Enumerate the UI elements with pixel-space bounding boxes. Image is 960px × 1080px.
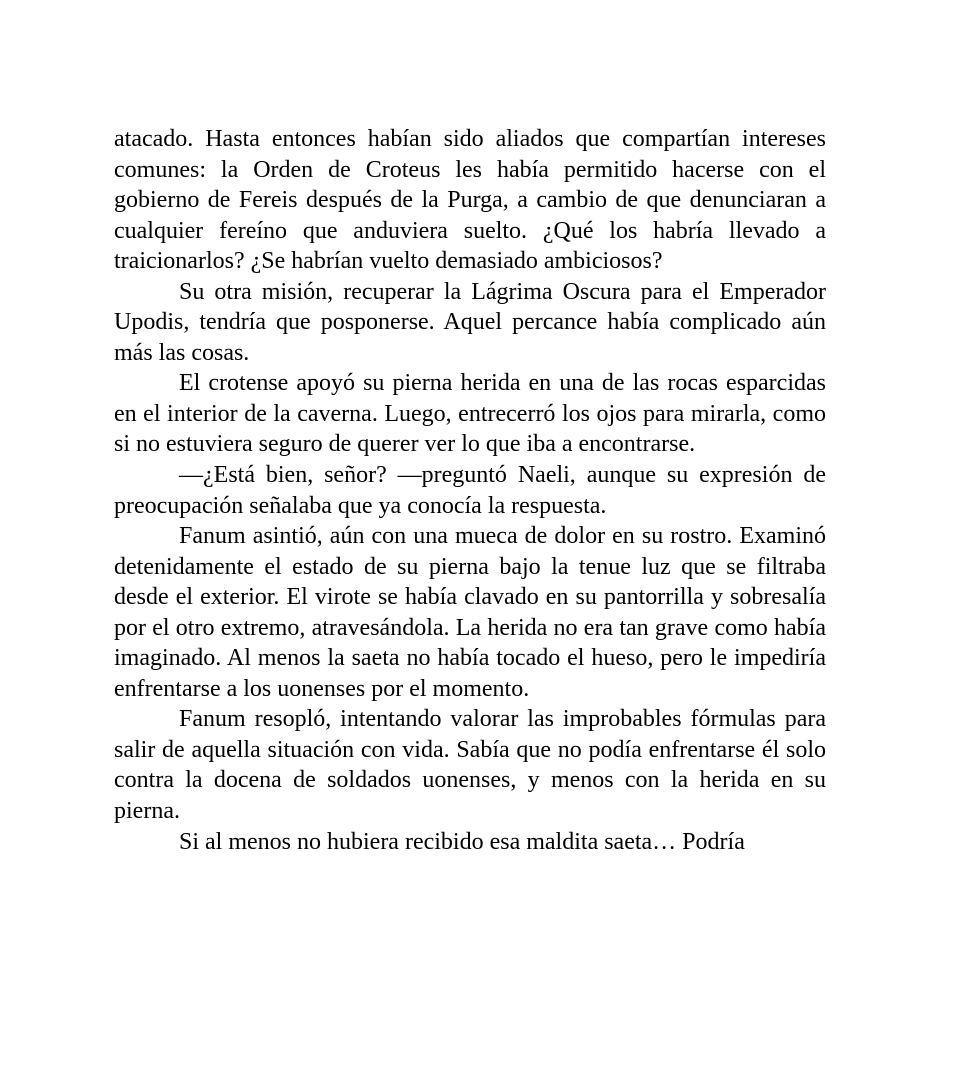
paragraph: —¿Está bien, señor? —preguntó Naeli, aunque su expresión de preocupación señalaba que ya conocía la respuesta. [114, 462, 826, 519]
paragraph: Su otra misión, recuperar la Lágrima Oscura para el Emperador Upodis, tendría que posponerse. Aquel percance había complicado aún más las cosas. [114, 278, 826, 366]
text-column [114, 124, 826, 857]
paragraph: atacado. Hasta entonces habían sido aliados que compartían intereses comunes: la Orden de Croteus les había permitido hacerse con el gobierno de Fereis después de la Purga, a cambio de que denunciaran a cualquier fereíno que anduviera suelto. ¿Qué los habría llevado a traicionarlos? ¿Se habrían vuelto demasiado ambiciosos? [114, 126, 826, 275]
paragraph: El crotense apoyó su pierna herida en una de las rocas esparcidas en el interior de la caverna. Luego, entrecerró los ojos para mirarla, como si no estuviera seguro de querer ver lo que iba a encontrarse. [114, 370, 826, 458]
paragraph: Fanum resopló, intentando valorar las improbables fórmulas para salir de aquella situación con vida. Sabía que no podía enfrentarse él solo contra la docena de soldados uonenses, y menos con la herida en su pierna. [114, 706, 826, 825]
paragraph: Fanum asintió, aún con una mueca de dolor en su rostro. Examinó detenidamente el estado de su pierna bajo la tenue luz que se filtraba desde el exterior. El virote se había clavado en su pantorrilla y sobresalía por el otro extremo, atravesándola. La herida no era tan grave como había imaginado. Al menos la saeta no había tocado el hueso, pero le impediría enfrentarse a los uonenses por el momento. [114, 523, 826, 702]
paragraph: Si al menos no hubiera recibido esa maldita saeta… Podría [179, 828, 745, 855]
